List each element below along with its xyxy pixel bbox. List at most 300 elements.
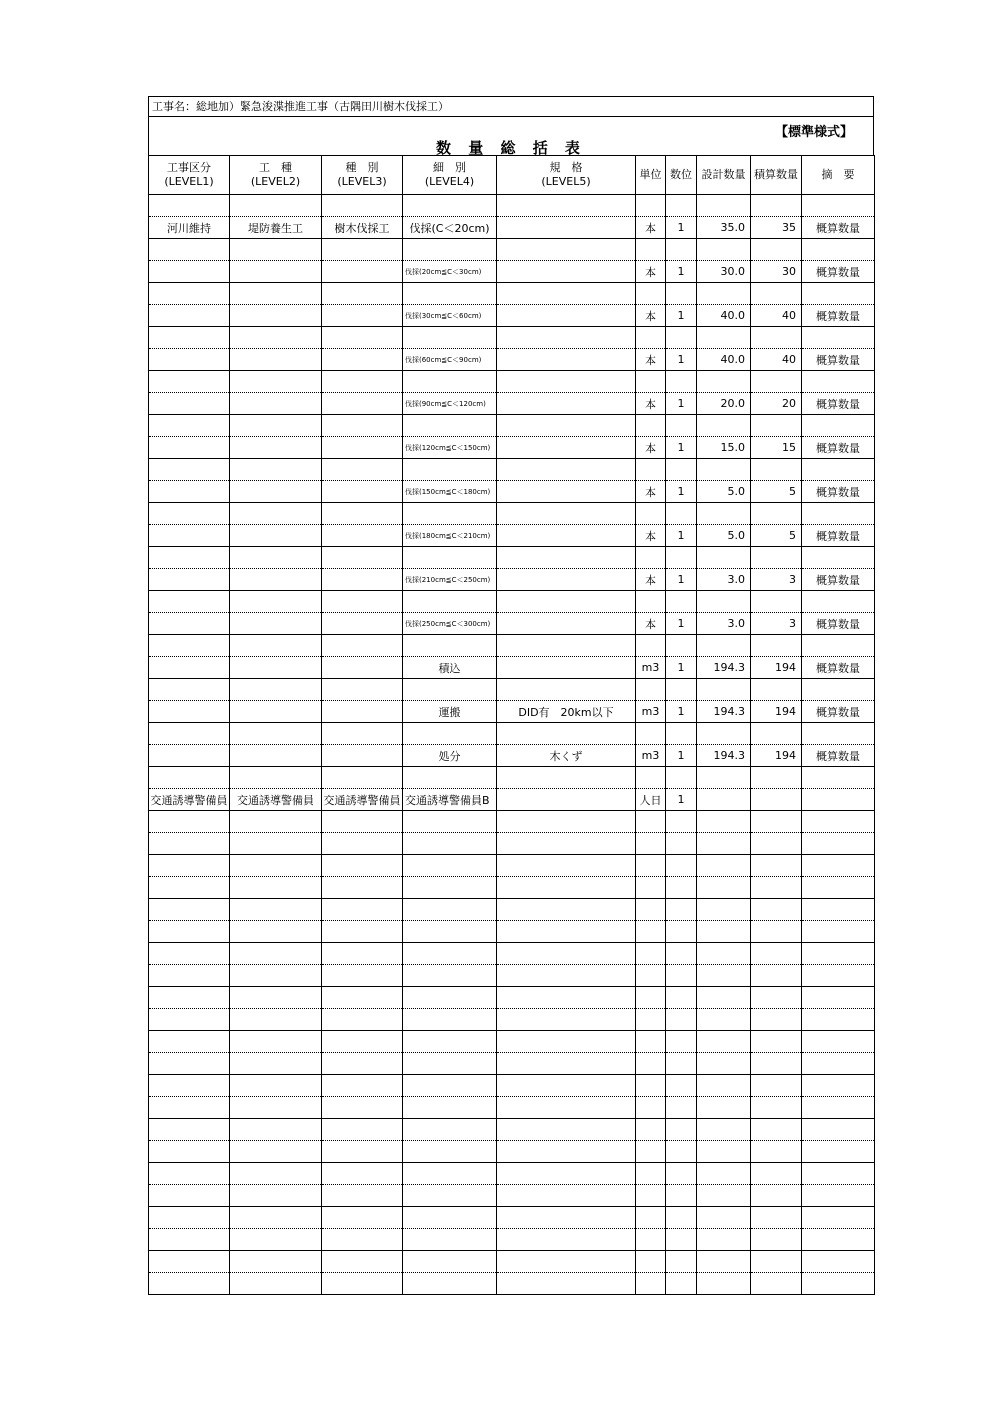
cell-note: [802, 1031, 875, 1053]
cell-lv5: [497, 1119, 636, 1141]
cell-design: [697, 239, 751, 261]
cell-lv3: [322, 1163, 403, 1185]
cell-lv1: [149, 283, 230, 305]
cell-calc: [751, 591, 802, 613]
cell-digit: [666, 459, 697, 481]
cell-lv3: [322, 855, 403, 877]
cell-lv4: [403, 283, 497, 305]
table-row: [149, 899, 875, 921]
cell-digit: [666, 965, 697, 987]
cell-note: [802, 1053, 875, 1075]
cell-lv5: [497, 1141, 636, 1163]
cell-digit: [666, 1207, 697, 1229]
cell-lv3: [322, 1185, 403, 1207]
column-header-label: 細 別: [433, 161, 466, 174]
cell-calc: [751, 1185, 802, 1207]
cell-unit: [636, 679, 666, 701]
cell-lv2: [230, 811, 322, 833]
cell-lv5: [497, 811, 636, 833]
cell-design: [697, 327, 751, 349]
quantity-table: [148, 155, 875, 1295]
cell-calc: [751, 1163, 802, 1185]
cell-calc: [751, 1053, 802, 1075]
cell-unit: 本: [636, 393, 666, 415]
cell-note: [802, 195, 875, 217]
cell-lv2: [230, 239, 322, 261]
table-row: [149, 305, 875, 327]
cell-unit: [636, 1075, 666, 1097]
cell-lv1: [149, 767, 230, 789]
cell-lv4: [403, 1097, 497, 1119]
cell-design: [697, 1229, 751, 1251]
cell-design: 194.3: [697, 745, 751, 767]
cell-note: [802, 679, 875, 701]
cell-unit: [636, 1141, 666, 1163]
cell-design: [697, 283, 751, 305]
cell-lv2: 交通誘導警備員: [230, 789, 322, 811]
cell-unit: [636, 635, 666, 657]
cell-lv5: [497, 789, 636, 811]
cell-unit: [636, 1273, 666, 1295]
column-header-label: 摘 要: [821, 168, 855, 181]
cell-lv2: [230, 1207, 322, 1229]
table-row: [149, 393, 875, 415]
cell-lv4: [403, 965, 497, 987]
cell-note: 概算数量: [802, 481, 875, 503]
cell-lv2: [230, 503, 322, 525]
cell-lv5: [497, 349, 636, 371]
cell-lv3: [322, 679, 403, 701]
cell-digit: [666, 327, 697, 349]
cell-lv1: [149, 239, 230, 261]
cell-calc: [751, 195, 802, 217]
cell-lv1: [149, 701, 230, 723]
cell-lv5: [497, 921, 636, 943]
cell-design: [697, 1119, 751, 1141]
cell-lv4: [403, 833, 497, 855]
cell-lv3: [322, 1097, 403, 1119]
cell-calc: [751, 1229, 802, 1251]
cell-calc: 194: [751, 701, 802, 723]
cell-calc: [751, 987, 802, 1009]
cell-lv5: [497, 943, 636, 965]
cell-digit: 1: [666, 217, 697, 239]
cell-calc: [751, 415, 802, 437]
cell-lv3: [322, 415, 403, 437]
cell-design: [697, 591, 751, 613]
cell-note: [802, 1163, 875, 1185]
cell-digit: [666, 635, 697, 657]
cell-calc: [751, 1009, 802, 1031]
cell-design: [697, 723, 751, 745]
cell-lv4: [403, 195, 497, 217]
table-row: [149, 701, 875, 723]
cell-unit: [636, 1031, 666, 1053]
cell-lv4: [403, 1273, 497, 1295]
cell-note: [802, 1251, 875, 1273]
cell-lv5: [497, 965, 636, 987]
cell-lv5: [497, 1207, 636, 1229]
cell-design: [697, 1163, 751, 1185]
cell-note: [802, 921, 875, 943]
column-header-level5: [497, 156, 636, 195]
cell-lv3: [322, 723, 403, 745]
cell-calc: [751, 239, 802, 261]
cell-lv1: [149, 679, 230, 701]
cell-design: 15.0: [697, 437, 751, 459]
cell-lv1: 河川維持: [149, 217, 230, 239]
cell-design: [697, 1075, 751, 1097]
cell-digit: [666, 1097, 697, 1119]
cell-lv5: [497, 1097, 636, 1119]
cell-lv4: [403, 855, 497, 877]
cell-unit: [636, 1119, 666, 1141]
cell-note: 概算数量: [802, 217, 875, 239]
cell-lv4: [403, 371, 497, 393]
cell-design: [697, 855, 751, 877]
column-header-calc-qty: [751, 156, 802, 195]
cell-lv3: [322, 261, 403, 283]
cell-note: [802, 943, 875, 965]
table-row: [149, 437, 875, 459]
cell-lv1: [149, 327, 230, 349]
cell-lv2: [230, 679, 322, 701]
cell-lv1: [149, 877, 230, 899]
cell-lv3: [322, 1053, 403, 1075]
cell-lv3: [322, 613, 403, 635]
cell-unit: 本: [636, 525, 666, 547]
cell-unit: [636, 767, 666, 789]
table-row: [149, 1273, 875, 1295]
cell-lv5: [497, 723, 636, 745]
cell-lv5: [497, 415, 636, 437]
cell-design: [697, 767, 751, 789]
cell-lv4: [403, 591, 497, 613]
cell-calc: 40: [751, 349, 802, 371]
cell-calc: [751, 767, 802, 789]
cell-lv1: [149, 723, 230, 745]
cell-unit: [636, 1229, 666, 1251]
cell-lv4: [403, 1207, 497, 1229]
cell-digit: 1: [666, 437, 697, 459]
cell-lv5: [497, 393, 636, 415]
cell-calc: [751, 459, 802, 481]
cell-lv1: [149, 1273, 230, 1295]
column-header-level: (LEVEL5): [541, 175, 591, 188]
cell-note: [802, 833, 875, 855]
cell-lv2: [230, 371, 322, 393]
cell-design: [697, 1185, 751, 1207]
cell-lv3: [322, 327, 403, 349]
cell-lv2: [230, 701, 322, 723]
cell-lv5: [497, 591, 636, 613]
cell-lv1: [149, 987, 230, 1009]
cell-unit: 本: [636, 437, 666, 459]
cell-lv1: [149, 305, 230, 327]
cell-digit: [666, 899, 697, 921]
cell-lv1: [149, 1009, 230, 1031]
cell-unit: 本: [636, 569, 666, 591]
cell-lv2: [230, 591, 322, 613]
cell-design: [697, 1251, 751, 1273]
cell-unit: [636, 1207, 666, 1229]
cell-lv1: [149, 195, 230, 217]
cell-lv3: [322, 1273, 403, 1295]
cell-lv1: [149, 855, 230, 877]
cell-design: [697, 1031, 751, 1053]
column-header-label: 積算数量: [754, 168, 798, 181]
cell-lv3: [322, 349, 403, 371]
cell-lv3: [322, 239, 403, 261]
cell-lv2: [230, 987, 322, 1009]
cell-unit: [636, 965, 666, 987]
cell-calc: 3: [751, 613, 802, 635]
cell-lv3: [322, 1031, 403, 1053]
cell-note: 概算数量: [802, 745, 875, 767]
column-header-row: [149, 156, 875, 195]
cell-lv1: [149, 1251, 230, 1273]
column-header-label: 工事区分: [167, 161, 211, 174]
cell-calc: 15: [751, 437, 802, 459]
cell-lv1: [149, 745, 230, 767]
table-row: [149, 1097, 875, 1119]
cell-design: 20.0: [697, 393, 751, 415]
cell-digit: [666, 371, 697, 393]
cell-lv3: [322, 503, 403, 525]
column-header-level4: [403, 156, 497, 195]
cell-unit: [636, 283, 666, 305]
cell-lv2: [230, 1097, 322, 1119]
cell-digit: [666, 415, 697, 437]
cell-lv5: [497, 767, 636, 789]
cell-calc: 194: [751, 745, 802, 767]
cell-digit: 1: [666, 481, 697, 503]
table-row: [149, 1141, 875, 1163]
cell-lv1: 交通誘導警備員: [149, 789, 230, 811]
cell-calc: [751, 943, 802, 965]
cell-lv1: [149, 569, 230, 591]
cell-lv1: [149, 415, 230, 437]
cell-lv3: [322, 393, 403, 415]
cell-design: [697, 415, 751, 437]
cell-lv4: [403, 1141, 497, 1163]
cell-design: 40.0: [697, 305, 751, 327]
cell-digit: [666, 1009, 697, 1031]
cell-calc: [751, 1097, 802, 1119]
cell-design: [697, 877, 751, 899]
cell-calc: [751, 679, 802, 701]
cell-digit: 1: [666, 613, 697, 635]
cell-lv1: [149, 1119, 230, 1141]
cell-design: [697, 811, 751, 833]
cell-design: [697, 679, 751, 701]
cell-note: 概算数量: [802, 349, 875, 371]
column-header-level: (LEVEL4): [424, 175, 475, 188]
cell-unit: [636, 1185, 666, 1207]
cell-calc: [751, 899, 802, 921]
table-row: [149, 657, 875, 679]
cell-unit: [636, 503, 666, 525]
cell-lv2: [230, 305, 322, 327]
cell-lv2: [230, 965, 322, 987]
table-row: [149, 371, 875, 393]
cell-lv5: [497, 283, 636, 305]
cell-lv2: [230, 261, 322, 283]
cell-digit: [666, 195, 697, 217]
cell-lv4: 伐採(250cm≦C＜300cm): [403, 613, 497, 635]
cell-calc: 35: [751, 217, 802, 239]
cell-lv1: [149, 547, 230, 569]
cell-lv1: [149, 591, 230, 613]
cell-lv2: [230, 1273, 322, 1295]
cell-unit: [636, 921, 666, 943]
cell-unit: 本: [636, 261, 666, 283]
cell-lv3: [322, 569, 403, 591]
cell-digit: [666, 855, 697, 877]
cell-calc: [751, 283, 802, 305]
cell-lv3: [322, 1075, 403, 1097]
cell-calc: [751, 547, 802, 569]
cell-lv1: [149, 657, 230, 679]
cell-unit: [636, 1097, 666, 1119]
cell-lv5: [497, 833, 636, 855]
cell-lv3: [322, 195, 403, 217]
cell-unit: [636, 547, 666, 569]
cell-design: [697, 371, 751, 393]
cell-calc: 5: [751, 481, 802, 503]
cell-calc: [751, 1273, 802, 1295]
cell-note: [802, 987, 875, 1009]
cell-lv5: [497, 855, 636, 877]
cell-design: [697, 547, 751, 569]
cell-design: 35.0: [697, 217, 751, 239]
cell-lv4: [403, 811, 497, 833]
cell-unit: [636, 1009, 666, 1031]
table-row: [149, 679, 875, 701]
cell-digit: 1: [666, 657, 697, 679]
cell-calc: 30: [751, 261, 802, 283]
table-row: [149, 1075, 875, 1097]
cell-lv1: [149, 437, 230, 459]
cell-calc: [751, 811, 802, 833]
cell-lv3: 樹木伐採工: [322, 217, 403, 239]
cell-lv3: [322, 811, 403, 833]
cell-digit: [666, 723, 697, 745]
table-body: [149, 195, 875, 1295]
column-header-level: (LEVEL3): [337, 175, 387, 188]
cell-lv3: [322, 1119, 403, 1141]
cell-unit: 本: [636, 305, 666, 327]
cell-unit: [636, 877, 666, 899]
cell-lv2: [230, 327, 322, 349]
cell-digit: [666, 1273, 697, 1295]
cell-design: [697, 921, 751, 943]
table-row: [149, 283, 875, 305]
cell-lv4: [403, 921, 497, 943]
cell-lv2: [230, 481, 322, 503]
table-row: [149, 547, 875, 569]
cell-lv5: [497, 1185, 636, 1207]
cell-unit: [636, 195, 666, 217]
cell-calc: 20: [751, 393, 802, 415]
cell-digit: [666, 239, 697, 261]
table-row: [149, 459, 875, 481]
cell-lv2: [230, 943, 322, 965]
table-row: [149, 261, 875, 283]
cell-design: 194.3: [697, 701, 751, 723]
cell-lv3: [322, 591, 403, 613]
cell-digit: [666, 1251, 697, 1273]
cell-digit: [666, 943, 697, 965]
cell-lv5: [497, 239, 636, 261]
cell-digit: 1: [666, 789, 697, 811]
cell-lv3: [322, 371, 403, 393]
cell-lv4: [403, 635, 497, 657]
cell-note: 概算数量: [802, 305, 875, 327]
cell-lv5: [497, 503, 636, 525]
page-title: 数 量 総 括 表: [436, 139, 586, 157]
cell-calc: [751, 371, 802, 393]
cell-lv4: 処分: [403, 745, 497, 767]
column-header-level3: [322, 156, 403, 195]
cell-lv3: [322, 481, 403, 503]
cell-lv5: [497, 1075, 636, 1097]
cell-lv3: [322, 1141, 403, 1163]
cell-design: 3.0: [697, 569, 751, 591]
cell-lv2: [230, 745, 322, 767]
cell-lv2: [230, 393, 322, 415]
cell-digit: 1: [666, 393, 697, 415]
cell-lv5: [497, 877, 636, 899]
project-name: 工事名：総地加）緊急浚渫推進工事（古隅田川樹木伐採工）: [148, 96, 874, 116]
cell-lv3: [322, 1207, 403, 1229]
table-row: [149, 1163, 875, 1185]
cell-calc: [751, 1031, 802, 1053]
table-row: [149, 1053, 875, 1075]
cell-unit: [636, 371, 666, 393]
cell-note: [802, 1075, 875, 1097]
table-row: [149, 745, 875, 767]
cell-unit: [636, 1163, 666, 1185]
cell-digit: [666, 1031, 697, 1053]
cell-lv4: 伐採(60cm≦C＜90cm): [403, 349, 497, 371]
cell-lv4: [403, 679, 497, 701]
cell-note: 概算数量: [802, 525, 875, 547]
cell-lv5: 木くず: [497, 745, 636, 767]
cell-note: 概算数量: [802, 613, 875, 635]
cell-digit: [666, 1119, 697, 1141]
cell-note: 概算数量: [802, 261, 875, 283]
cell-lv4: [403, 1229, 497, 1251]
cell-lv1: [149, 1097, 230, 1119]
cell-lv3: [322, 877, 403, 899]
cell-lv1: [149, 1229, 230, 1251]
cell-lv1: [149, 943, 230, 965]
cell-note: 概算数量: [802, 393, 875, 415]
cell-unit: [636, 591, 666, 613]
cell-unit: [636, 855, 666, 877]
cell-unit: [636, 943, 666, 965]
cell-digit: [666, 1075, 697, 1097]
cell-lv2: [230, 877, 322, 899]
cell-lv4: [403, 723, 497, 745]
cell-lv5: [497, 525, 636, 547]
cell-design: 5.0: [697, 481, 751, 503]
cell-lv4: [403, 459, 497, 481]
cell-unit: 本: [636, 481, 666, 503]
column-header-level: (LEVEL1): [164, 175, 214, 188]
cell-lv3: [322, 899, 403, 921]
